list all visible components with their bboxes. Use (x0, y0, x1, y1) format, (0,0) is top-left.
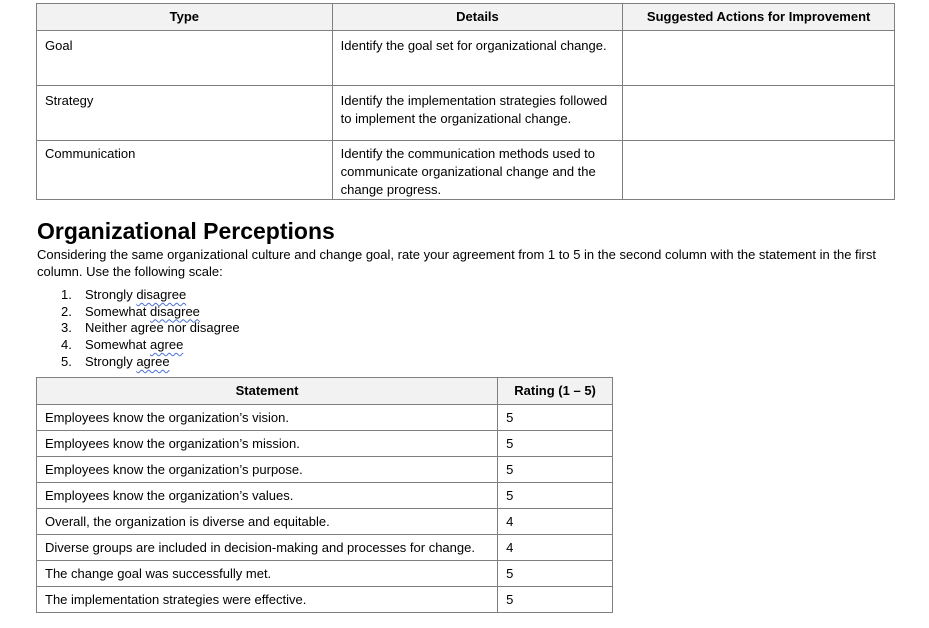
rating-scale-list (37, 287, 240, 371)
header-rating: Rating (1 – 5) (498, 378, 613, 405)
rating-cell[interactable]: 5 (498, 431, 613, 457)
actions-cell[interactable] (623, 86, 895, 141)
spellcheck-word: disagree (150, 303, 200, 319)
rating-cell[interactable]: 5 (498, 561, 613, 587)
intro-paragraph: Considering the same organizational culture and change goal, rate your agreement from 1 to 5 in the second column with the statement in the first column. Use the following scale: (37, 247, 876, 279)
list-item (37, 320, 240, 337)
list-text: Neither agree nor disagree (85, 320, 240, 336)
table-row (37, 483, 613, 509)
details-cell: Identify the communication methods used to communicate organizational change and the change progress. (332, 141, 623, 200)
table-header-row (37, 378, 613, 405)
rating-cell[interactable]: 5 (498, 457, 613, 483)
table-row (37, 141, 895, 200)
table-row (37, 535, 613, 561)
type-cell: Strategy (37, 86, 333, 141)
statement-cell: Overall, the organization is diverse and equitable. (37, 509, 498, 535)
section-heading: Organizational Perceptions (37, 218, 335, 244)
statement-cell: The change goal was successfully met. (37, 561, 498, 587)
header-type: Type (37, 4, 333, 31)
list-item (37, 287, 240, 304)
list-text: Somewhat (85, 303, 151, 319)
statement-cell: Employees know the organization’s vision. (37, 405, 498, 431)
spellcheck-word: agree (150, 337, 184, 353)
type-cell: Communication (37, 141, 333, 200)
table-row (37, 431, 613, 457)
rating-cell[interactable]: 5 (498, 587, 613, 613)
statement-cell: Diverse groups are included in decision-making and processes for change. (37, 535, 498, 561)
rating-cell[interactable]: 4 (498, 535, 613, 561)
improvement-table (36, 3, 895, 200)
statement-cell: Employees know the organization’s values. (37, 483, 498, 509)
list-number: 1. (61, 287, 72, 302)
list-text: Strongly (85, 353, 137, 369)
details-cell: Identify the implementation strategies followed to implement the organizational change. (332, 86, 623, 141)
header-suggested-actions: Suggested Actions for Improvement (623, 4, 895, 31)
table-row (37, 457, 613, 483)
table-header-row (37, 4, 895, 31)
header-details: Details (332, 4, 623, 31)
spellcheck-word: disagree (136, 287, 187, 302)
list-text: Strongly (85, 287, 137, 302)
table-row (37, 561, 613, 587)
table-row (37, 587, 613, 613)
list-number: 3. (61, 320, 72, 336)
list-number: 4. (61, 337, 72, 353)
statement-cell: Employees know the organization’s purpose. (37, 457, 498, 483)
rating-cell[interactable]: 5 (498, 405, 613, 431)
rating-cell[interactable]: 4 (498, 509, 613, 535)
list-item (37, 354, 240, 371)
spellcheck-word: agree (136, 353, 170, 369)
header-statement: Statement (37, 378, 498, 405)
table-row (37, 86, 895, 141)
actions-cell[interactable] (623, 31, 895, 86)
list-item (37, 304, 240, 321)
table-row (37, 509, 613, 535)
rating-cell[interactable]: 5 (498, 483, 613, 509)
list-text: Somewhat (85, 337, 151, 353)
list-item (37, 337, 240, 354)
details-cell: Identify the goal set for organizational change. (332, 31, 623, 86)
rating-table (36, 377, 613, 613)
type-cell: Goal (37, 31, 333, 86)
statement-cell: The implementation strategies were effective. (37, 587, 498, 613)
statement-cell: Employees know the organization’s mission. (37, 431, 498, 457)
table-row (37, 31, 895, 86)
list-number: 2. (61, 303, 72, 319)
list-number: 5. (61, 353, 72, 369)
table-row (37, 405, 613, 431)
actions-cell[interactable] (623, 141, 895, 200)
